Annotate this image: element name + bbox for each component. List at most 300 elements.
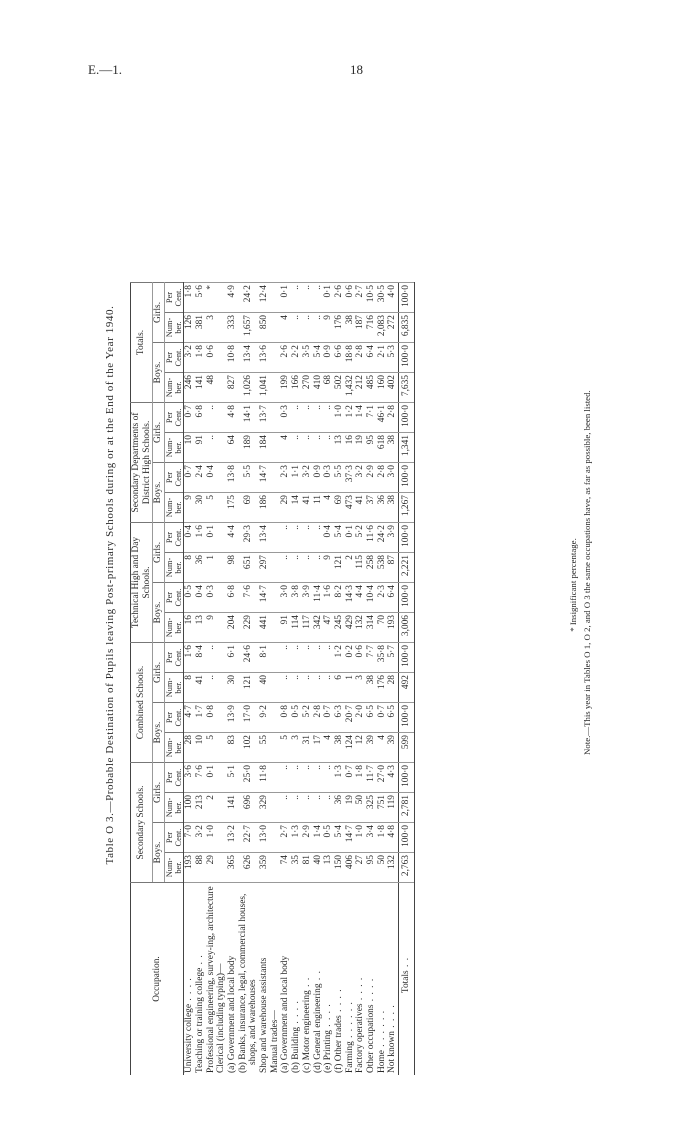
table-cell: 213 xyxy=(195,793,206,823)
table-cell: 12·4 xyxy=(259,283,270,313)
table-cell: 333 xyxy=(227,313,238,343)
table-cell: 6·8 xyxy=(195,403,206,433)
table-cell: 8 xyxy=(184,553,195,583)
table-cell: .. xyxy=(291,553,302,583)
table-cell: 41 xyxy=(195,673,206,703)
table-cell: 10·4 xyxy=(366,583,377,613)
number-header: Num-ber. xyxy=(165,433,184,463)
table-cell: 245 xyxy=(334,613,345,643)
table-cell xyxy=(270,403,281,433)
table-row xyxy=(238,283,259,1076)
table-cell: 6·8 xyxy=(227,583,238,613)
table-cell: 10·5 xyxy=(366,283,377,313)
leader-dots: . . xyxy=(401,956,412,971)
table-cell: 160 xyxy=(377,373,388,403)
table-cell: 4·7 xyxy=(184,703,195,733)
table-cell: .. xyxy=(206,433,217,463)
table-cell xyxy=(270,433,281,463)
table-cell: 5·5 xyxy=(334,463,345,493)
table-cell: 0·3 xyxy=(206,583,217,613)
table-cell: 35·8 xyxy=(377,643,388,673)
table-cell: 48 xyxy=(206,373,217,403)
table-cell: 2·0 xyxy=(355,703,366,733)
table-cell: 55 xyxy=(259,733,270,763)
table-cell: 2·9 xyxy=(302,823,313,853)
row-label xyxy=(323,883,334,1076)
table-row xyxy=(313,283,324,1076)
table-cell: 2·6 xyxy=(280,343,291,373)
table-cell: 1 xyxy=(206,553,217,583)
table-cell: 100·0 xyxy=(399,343,415,373)
table-cell xyxy=(270,853,281,883)
table-row xyxy=(377,283,388,1076)
table-cell: 17 xyxy=(313,733,324,763)
table-cell: 4 xyxy=(323,493,334,523)
table-cell: .. xyxy=(291,673,302,703)
table-cell: 6·3 xyxy=(334,703,345,733)
table-cell: 81 xyxy=(302,853,313,883)
table-cell: 19 xyxy=(355,433,366,463)
table-cell: 100·0 xyxy=(399,703,415,733)
table-cell: .. xyxy=(313,643,324,673)
table-cell: 14·1 xyxy=(238,403,259,433)
table-cell: 2·7 xyxy=(355,283,366,313)
table-cell: .. xyxy=(313,553,324,583)
table-cell: 14 xyxy=(291,493,302,523)
table-cell: 37·3 xyxy=(345,463,356,493)
table-cell: 5·4 xyxy=(313,343,324,373)
table-cell: 100·0 xyxy=(399,283,415,313)
table-cell: 3·4 xyxy=(366,823,377,853)
table-cell: 0·7 xyxy=(323,703,334,733)
row-label-text: (b) Banks, insurance, legal, commercial houses, shops, and warehouses xyxy=(237,893,259,1073)
table-cell: .. xyxy=(313,793,324,823)
table-cell: 0·7 xyxy=(184,463,195,493)
row-label xyxy=(206,883,217,1076)
table-cell: 1·7 xyxy=(195,703,206,733)
row-label xyxy=(227,883,238,1076)
table-cell xyxy=(216,613,227,643)
table-cell: 0·2 xyxy=(345,643,356,673)
table-cell xyxy=(270,373,281,403)
table-cell: 8·1 xyxy=(259,643,270,673)
row-label xyxy=(195,883,206,1076)
table-cell: 166 xyxy=(291,373,302,403)
table-cell: 4·0 xyxy=(387,283,398,313)
girls-header: Girls. xyxy=(153,763,165,823)
table-cell: 31 xyxy=(302,733,313,763)
table-cell: 13·4 xyxy=(238,343,259,373)
percent-header: Per Cent. xyxy=(165,403,184,433)
table-cell: 850 xyxy=(259,313,270,343)
table-cell: 2·6 xyxy=(334,283,345,313)
table-cell xyxy=(216,673,227,703)
table-cell: * xyxy=(206,283,217,313)
percent-header: Per Cent. xyxy=(165,643,184,673)
table-cell: 119 xyxy=(387,793,398,823)
table-cell: 4 xyxy=(280,313,291,343)
table-cell xyxy=(270,523,281,553)
table-cell: 28 xyxy=(387,673,398,703)
table-cell: 2·1 xyxy=(377,343,388,373)
group-header: Technical High and Day Schools. xyxy=(131,523,153,643)
table-cell: 2·3 xyxy=(377,583,388,613)
table-cell: 751 xyxy=(377,793,388,823)
table-cell: 402 xyxy=(387,373,398,403)
table-cell: 41 xyxy=(355,493,366,523)
row-label-text: Shop and warehouse assistants xyxy=(259,957,270,1073)
table-cell: 102 xyxy=(238,733,259,763)
row-label-text: University college xyxy=(184,1004,195,1073)
table-cell: 7,635 xyxy=(399,373,415,403)
row-label xyxy=(238,883,259,1076)
table-cell: 17·0 xyxy=(238,703,259,733)
table-cell: 1·8 xyxy=(195,343,206,373)
table-cell xyxy=(270,313,281,343)
table-cell: 1·1 xyxy=(291,463,302,493)
table-cell: 193 xyxy=(387,613,398,643)
table-cell: 5 xyxy=(206,493,217,523)
table-cell xyxy=(270,763,281,793)
table-cell xyxy=(216,283,227,313)
table-cell: 40 xyxy=(313,853,324,883)
table-cell: 0·7 xyxy=(377,703,388,733)
table-cell: 0·1 xyxy=(323,283,334,313)
table-cell: 193 xyxy=(184,853,195,883)
table-cell: 7·6 xyxy=(238,583,259,613)
table-row xyxy=(270,283,281,1076)
table-cell xyxy=(270,793,281,823)
footnote-insignificant: * Insignificant percentage. xyxy=(568,538,578,632)
table-cell: 3·8 xyxy=(291,583,302,613)
table-cell: 11·4 xyxy=(313,583,324,613)
leader-dots: . . . . . . xyxy=(376,1009,387,1051)
table-cell: 95 xyxy=(366,853,377,883)
table-cell: 473 xyxy=(345,493,356,523)
row-label xyxy=(355,883,366,1076)
table-cell xyxy=(216,523,227,553)
table-cell xyxy=(270,553,281,583)
table-cell: 37 xyxy=(366,493,377,523)
table-cell: 0·7 xyxy=(345,763,356,793)
leader-dots: . . . . xyxy=(355,976,366,1004)
table-cell: 0·5 xyxy=(291,703,302,733)
table-cell xyxy=(270,583,281,613)
table-cell: .. xyxy=(313,433,324,463)
table-cell: 7·6 xyxy=(195,763,206,793)
table-cell: .. xyxy=(313,313,324,343)
table-cell xyxy=(216,433,227,463)
table-cell: 38 xyxy=(387,433,398,463)
table-cell: 95 xyxy=(366,433,377,463)
table-cell: 7·0 xyxy=(184,823,195,853)
percent-header: Per Cent. xyxy=(165,703,184,733)
table-cell: .. xyxy=(291,403,302,433)
table-cell xyxy=(216,643,227,673)
table-cell: 13 xyxy=(195,613,206,643)
table-cell: 100·0 xyxy=(399,643,415,673)
table-cell: 1·2 xyxy=(345,403,356,433)
boys-header: Boys. xyxy=(153,463,165,523)
row-label xyxy=(334,883,345,1076)
table-cell: .. xyxy=(302,403,313,433)
table-cell: 13·7 xyxy=(259,403,270,433)
table-cell: .. xyxy=(323,763,334,793)
table-cell: 18·8 xyxy=(345,343,356,373)
table-cell: 13·4 xyxy=(259,523,270,553)
table-cell: 11 xyxy=(313,493,324,523)
table-row xyxy=(227,283,238,1076)
table-cell: 4·3 xyxy=(387,763,398,793)
table-cell: 13·8 xyxy=(227,463,238,493)
percent-header: Per Cent. xyxy=(165,463,184,493)
table-row xyxy=(195,283,206,1076)
table-cell: 5·2 xyxy=(355,523,366,553)
table-cell: 5·1 xyxy=(227,763,238,793)
table-cell: 4 xyxy=(323,733,334,763)
table-cell: 0·4 xyxy=(195,583,206,613)
table-cell: 3·5 xyxy=(302,343,313,373)
table-cell: 0·5 xyxy=(323,823,334,853)
occupation-header: Occupation. xyxy=(131,883,184,1076)
percent-header: Per Cent. xyxy=(165,823,184,853)
table-cell: 50 xyxy=(355,793,366,823)
row-label-text: Manual trades— xyxy=(269,1010,280,1073)
table-cell: 0·3 xyxy=(323,463,334,493)
table-cell xyxy=(216,403,227,433)
table-cell: 7·1 xyxy=(366,403,377,433)
table-cell: 1,657 xyxy=(238,313,259,343)
table-cell: 1·4 xyxy=(313,823,324,853)
row-label-text: Not known xyxy=(387,1031,398,1073)
table-cell: 1·0 xyxy=(355,823,366,853)
table-cell: 8 xyxy=(184,673,195,703)
row-label xyxy=(399,883,415,1076)
table-cell: 0·6 xyxy=(345,283,356,313)
table-cell: 187 xyxy=(355,313,366,343)
row-label xyxy=(387,883,398,1076)
table-cell: .. xyxy=(206,403,217,433)
table-cell: 618 xyxy=(377,433,388,463)
table-cell xyxy=(270,703,281,733)
table-cell: .. xyxy=(313,403,324,433)
footnote-note: Note.—This year in Tables O 1, O 2, and O 3 the same occupations have, as far as possible, been listed. xyxy=(582,390,592,755)
table-cell: 27 xyxy=(355,853,366,883)
table-cell: 2 xyxy=(206,793,217,823)
number-header: Num-ber. xyxy=(165,493,184,523)
row-label xyxy=(280,883,291,1076)
table-cell xyxy=(216,373,227,403)
table-cell: 41 xyxy=(302,493,313,523)
table-cell: .. xyxy=(280,523,291,553)
table-cell: 36 xyxy=(334,793,345,823)
table-cell: .. xyxy=(291,283,302,313)
table-cell: 11·6 xyxy=(366,523,377,553)
page-number: 18 xyxy=(350,62,363,77)
table-row xyxy=(302,283,313,1076)
table-cell: 2·8 xyxy=(377,463,388,493)
table-row xyxy=(334,283,345,1076)
girls-header: Girls. xyxy=(153,283,165,343)
leader-dots: . . . . xyxy=(184,977,195,1004)
table-cell: 88 xyxy=(195,853,206,883)
table-cell: 100·0 xyxy=(399,523,415,553)
table-cell: 7·7 xyxy=(366,643,377,673)
table-cell: 124 xyxy=(345,733,356,763)
table-cell: 2·4 xyxy=(195,463,206,493)
table-cell: 5·7 xyxy=(387,643,398,673)
table-cell: 30 xyxy=(227,673,238,703)
leader-dots: . . xyxy=(301,976,312,991)
table-cell: 1·8 xyxy=(355,763,366,793)
table-cell xyxy=(216,823,227,853)
boys-header: Boys. xyxy=(153,703,165,763)
table-cell: .. xyxy=(302,523,313,553)
group-header: Secondary Departments of District High Schools. xyxy=(131,403,153,523)
table-cell: 599 xyxy=(399,733,415,763)
table-cell: 297 xyxy=(259,553,270,583)
row-label-text: Home xyxy=(376,1050,387,1073)
table-cell: 0·1 xyxy=(206,523,217,553)
table-cell: 199 xyxy=(280,373,291,403)
number-header: Num-ber. xyxy=(165,373,184,403)
table-cell xyxy=(216,733,227,763)
table-cell: 2·7 xyxy=(280,823,291,853)
table-cell: .. xyxy=(323,673,334,703)
table-cell xyxy=(216,463,227,493)
girls-header: Girls. xyxy=(153,403,165,463)
table-cell: 6·4 xyxy=(387,583,398,613)
table-cell: 3 xyxy=(206,313,217,343)
row-label-text: (b) Building xyxy=(291,1026,302,1073)
table-cell: 1 xyxy=(345,673,356,703)
table-cell: 100·0 xyxy=(399,823,415,853)
rotated-table-block xyxy=(100,65,600,1085)
table-cell: 651 xyxy=(238,553,259,583)
table-cell: .. xyxy=(291,433,302,463)
table-header xyxy=(131,283,184,1076)
table-cell: 6·4 xyxy=(366,343,377,373)
table-cell: 16 xyxy=(345,433,356,463)
table-cell: 0·7 xyxy=(184,403,195,433)
leader-dots: . . . . xyxy=(387,1004,398,1032)
table-row xyxy=(345,283,356,1076)
leader-dots: . . . . xyxy=(323,1003,334,1031)
table-cell: 2 xyxy=(345,553,356,583)
table-cell: 5·2 xyxy=(302,703,313,733)
table-cell: 121 xyxy=(238,673,259,703)
table-cell: 1·6 xyxy=(323,583,334,613)
table-cell: 38 xyxy=(387,493,398,523)
table-cell: 1,432 xyxy=(345,373,356,403)
footnotes xyxy=(568,85,592,1085)
table-cell: 2·3 xyxy=(280,463,291,493)
table-cell: 11·8 xyxy=(259,763,270,793)
table-cell xyxy=(216,583,227,613)
table-cell: 64 xyxy=(227,433,238,463)
table-cell: 0·8 xyxy=(206,703,217,733)
table-cell: 9 xyxy=(206,613,217,643)
table-cell xyxy=(216,493,227,523)
table-cell: .. xyxy=(323,433,334,463)
table-cell: .. xyxy=(206,643,217,673)
page-header-left: E.—1. xyxy=(88,62,122,77)
table-cell: 2,763 xyxy=(399,853,415,883)
table-cell: 4·4 xyxy=(355,583,366,613)
table-cell: 314 xyxy=(366,613,377,643)
table-cell xyxy=(216,553,227,583)
table-cell: .. xyxy=(302,283,313,313)
leader-dots: . . . . xyxy=(291,1000,302,1027)
table-row xyxy=(366,283,377,1076)
row-label xyxy=(366,883,377,1076)
table-cell: 1·8 xyxy=(377,823,388,853)
table-cell: 270 xyxy=(302,373,313,403)
table-cell: 429 xyxy=(345,613,356,643)
table-cell xyxy=(270,643,281,673)
table-cell: 4·8 xyxy=(227,403,238,433)
table-cell: 39 xyxy=(387,733,398,763)
table-cell: 150 xyxy=(334,853,345,883)
table-cell: 29 xyxy=(206,853,217,883)
table-cell: 38 xyxy=(334,733,345,763)
table-cell: 492 xyxy=(399,673,415,703)
table-cell: 4 xyxy=(377,733,388,763)
row-label-text: Teaching or training college xyxy=(194,967,205,1073)
table-cell: 5·4 xyxy=(334,523,345,553)
table-cell: 0·8 xyxy=(280,703,291,733)
table-cell: 3·6 xyxy=(184,763,195,793)
table-cell: 229 xyxy=(238,613,259,643)
row-label xyxy=(313,883,324,1076)
table-cell: 16 xyxy=(184,613,195,643)
percent-header: Per Cent. xyxy=(165,523,184,553)
table-cell: 1·0 xyxy=(334,403,345,433)
number-header: Num-ber. xyxy=(165,313,184,343)
number-header: Num-ber. xyxy=(165,673,184,703)
table-row xyxy=(280,283,291,1076)
table-cell: 13·9 xyxy=(227,703,238,733)
table-row xyxy=(387,283,398,1076)
table-cell: 14·3 xyxy=(345,583,356,613)
table-cell: 0·6 xyxy=(206,343,217,373)
table-cell: .. xyxy=(302,763,313,793)
table-cell: 22·7 xyxy=(238,823,259,853)
table-cell: 5·6 xyxy=(195,283,206,313)
leader-dots: . . xyxy=(312,970,323,984)
table-cell: 100·0 xyxy=(399,403,415,433)
row-label-text: Factory operatives xyxy=(355,1003,366,1073)
girls-header: Girls. xyxy=(153,523,165,583)
table-cell: 175 xyxy=(227,493,238,523)
boys-header: Boys. xyxy=(153,823,165,883)
table-cell: 1,341 xyxy=(399,433,415,463)
girls-header: Girls. xyxy=(153,643,165,703)
table-cell: 0·4 xyxy=(184,523,195,553)
table-cell: 46·1 xyxy=(377,403,388,433)
table-cell: 3 xyxy=(355,673,366,703)
table-cell: 246 xyxy=(184,373,195,403)
table-cell: 2·8 xyxy=(313,703,324,733)
table-cell: 2·9 xyxy=(366,463,377,493)
table-cell: 186 xyxy=(259,493,270,523)
row-label-text: (a) Government and local body xyxy=(280,955,291,1073)
table-cell xyxy=(270,733,281,763)
row-label xyxy=(345,883,356,1076)
table-cell: 2·2 xyxy=(291,343,302,373)
row-label-text: Professional engineering, survey-ing, architecture xyxy=(205,886,216,1073)
table-cell: 115 xyxy=(355,553,366,583)
